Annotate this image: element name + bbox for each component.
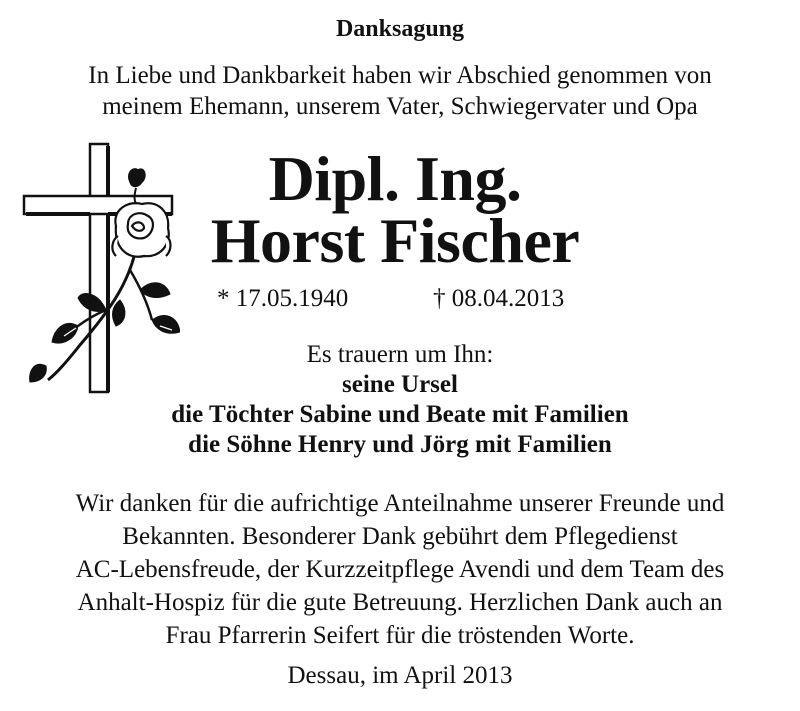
death-date: † 08.04.2013 [433, 285, 565, 312]
intro-text [0, 60, 800, 122]
full-name: Horst Fischer [210, 205, 580, 276]
mourner-line: die Töchter Sabine und Beate mit Familien [171, 401, 629, 428]
thanks-line: Bekannten. Besonderer Dank gebührt dem Pflegedienst [122, 523, 678, 550]
thanks-line: Wir danken für die aufrichtige Anteilnahme unserer Freunde und [75, 490, 725, 517]
mourner-line: die Söhne Henry und Jörg mit Familien [188, 431, 612, 458]
page-title: Danksagung [335, 16, 465, 42]
thanks-line: AC-Lebensfreude, der Kurzzeitpflege Avendi und dem Team des [75, 556, 725, 583]
place-date: Dessau, im April 2013 [287, 662, 513, 689]
birth-date: * 17.05.1940 [217, 285, 349, 312]
intro-line: meinem Ehemann, unserem Vater, Schwiegervater und Opa [102, 93, 698, 120]
thanks-line: Frau Pfarrerin Seifert für die tröstenden Worte. [165, 622, 635, 649]
mourner-line: seine Ursel [342, 371, 458, 398]
mourners-lead: Es trauern um Ihn: [306, 341, 494, 368]
thanks-paragraph [0, 487, 800, 652]
academic-title: Dipl. Ing. [268, 143, 522, 214]
thanks-line: Anhalt-Hospiz für die gute Betreuung. Herzlichen Dank auch an [77, 589, 723, 616]
deceased-name [195, 143, 595, 276]
intro-line: In Liebe und Dankbarkeit haben wir Abschied genommen von [88, 62, 712, 89]
mourners-list [0, 340, 800, 460]
